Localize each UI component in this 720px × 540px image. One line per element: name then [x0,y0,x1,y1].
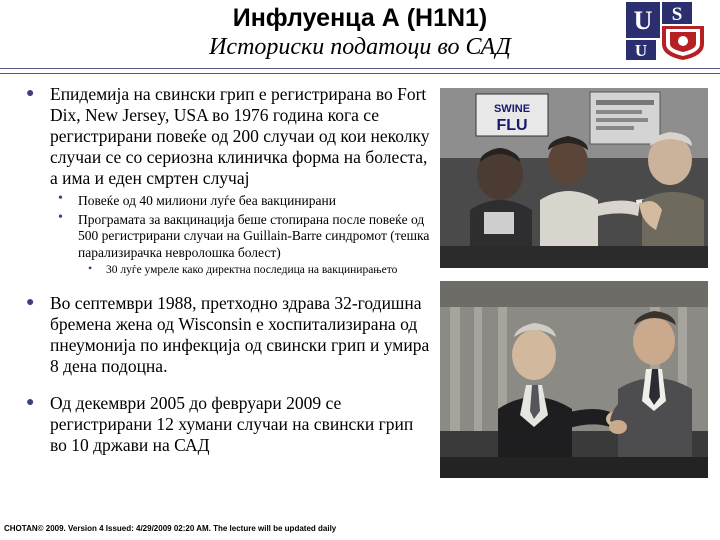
footer-text: CHOTAN© 2009. Version 4 Issued: 4/29/2009 02:20 AM. The lecture will be updated daily [4,524,337,533]
bullet-item-1-sub-1: • Повеќе од 40 милиони луѓе беа вакцинирани [50,193,434,210]
svg-text:S: S [671,4,683,25]
vaccination-photo [440,88,708,268]
bullet-list [20,84,434,460]
header-divider [0,68,720,74]
president-vaccination-photo [440,281,708,478]
page-subtitle: Историски податоци во САД [209,34,511,60]
svg-text:SWINE: SWINE [493,103,531,115]
svg-text:FLU: FLU [496,117,528,134]
slide-header [0,0,720,72]
bullet-item-1-sub-2: • Програмата за вакцинација беше стопирана после повеќе од 500 регистрирани случаи на Guillain-Barre синдромот (тешка парализирачка невролошка болест) [50,212,434,262]
page-title: Инфлуенца А (H1N1) [232,4,488,32]
bullet-item-1: ● Епидемија на свински грип е регистрирана во Fort Dix, New Jersey, USA во 1976 година кога се регистрирани повеќе од 200 случаи од кои неколку случаи се со сериозна клиничка форма на болеста, а има и еден смртен случај [20,84,434,189]
svg-text:U: U [633,6,653,35]
slide-content [0,78,720,518]
svg-text:U: U [634,41,648,60]
bullet-item-1-subsub-1: • 30 луѓе умрелe како директна последица на вакцинирањето [80,263,434,277]
bullet-item-2: ● Во септември 1988, претходно здрава 32-годишна бремена жена од Wisconsin е хоспитализирана од пнеумонија по инфекција од свински грип и умира 8 дена подоцна. [20,293,434,377]
bullet-item-3: ● Од декември 2005 до февруари 2009 се регистрирани 12 хумани случаи на свински грип во 10 држави на САД [20,393,434,456]
slide-footer [0,524,720,540]
university-shield-logo [626,2,710,60]
